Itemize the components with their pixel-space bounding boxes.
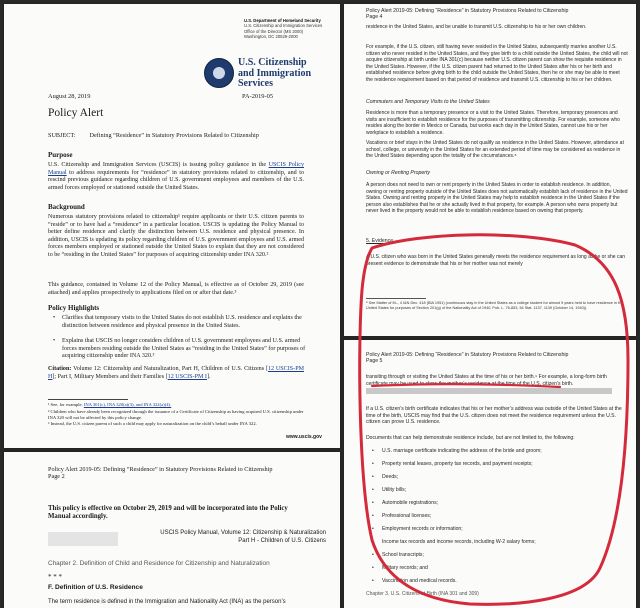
citation-line: Citation: Volume 12: Citizenship and Naturalization, Part H, Children of U.S. Citizens [12 USCIS-PM H]; Part I, Military Members and their Families [12 USCIS-PM I].	[48, 366, 305, 380]
commuters-heading: Commuters and Temporary Visits to the United States	[366, 99, 490, 105]
subject-text: Defining “Residence” in Statutory Provisions Related to Citizenship	[89, 132, 259, 139]
agency-line: Office of the Director (MS 2000)	[244, 28, 304, 34]
policy-manual-reference: USCIS Policy Manual, Volume 12: Citizenship & Naturalization Part H - Children of U.S. Citizens	[160, 530, 326, 544]
subject-label: SUBJECT:	[48, 132, 76, 139]
site-url: www.uscis.gov	[286, 434, 322, 440]
purpose-paragraph: U.S. Citizenship and Immigration Services (USCIS) is issuing policy guidance in the USCIS Policy Manual to address requirements for “residence” in statutory provisions related to citizenship, and to rescind previous guidance regarding children of U.S. government employees and members of the U.S. armed forces employed or stationed outside the United States.	[48, 162, 304, 191]
footnote-1: ¹ See, for example, INA 301(c), INA 320(a)(3), and INA 322(a)(4).	[48, 402, 172, 407]
document-list-item: • Automobile registrations;	[382, 500, 438, 506]
footnote-divider	[366, 298, 426, 299]
document-list-item: • Utility bills;	[382, 487, 406, 493]
footnote-8: ⁸ See Matter of M–, 4 I&N Dec. 418 (BIA 1951) (continuous stay in the United States as a college student for almost 9 years held to have residence in the United States for purposes of Section 201(g) of the Nationality Act of 1940, Pub. L. 76-853, 54 Stat. 1137, 1139 (October 14, 1940)).	[366, 301, 624, 310]
evidence-paragraph: A U.S. citizen who was born in the United States generally meets the residence requirement as long as he or she can present evidence to demonstrate that his or her mother was not merely	[366, 254, 626, 267]
policy-alert-page-1	[4, 4, 340, 448]
highlight-item: • Explains that USCIS no longer considers children of U.S. government employees and U.S. armed forces members residing outside the United States as “residing in the United States” for purposes of acquiring citizenship under INA 320.³	[53, 338, 306, 360]
transit-paragraph: transiting through or visiting the United States at the time of his or her birth.⁹ For example, a long-form birth certificate may be used to show the mother’s residence at the time of the U.S. citizen’s birth.	[366, 374, 607, 387]
page-header: Policy Alert 2019-05: Defining “Residence” in Statutory Provisions Related to Citizenship Page 4	[366, 8, 569, 21]
policy-alert-page-5	[344, 340, 636, 608]
section-title: F. Definition of U.S. Residence	[48, 584, 143, 591]
page-title: Policy Alert	[48, 107, 104, 119]
evidence-heading: 5. Evidence	[366, 238, 394, 244]
highlight-scan-band	[366, 388, 612, 394]
document-list-item: • School transcripts;	[382, 552, 424, 558]
chapter-title: Chapter 2. Definition of Child and Residence for Citizenship and Naturalization	[48, 560, 270, 567]
document-list-item: • Deeds;	[382, 474, 398, 480]
page-header: Policy Alert 2019-05: Defining “Residence” in Statutory Provisions Related to Citizenship Page 5	[366, 352, 569, 365]
documents-intro: Documents that can help demonstrate residence include, but are not limited to, the following:	[366, 435, 575, 441]
citation-link-part-i[interactable]: 12 USCIS-PM I	[167, 373, 207, 380]
uscis-logo: U.S. Citizenship and Immigration Services	[238, 57, 312, 89]
intro-paragraph: residence in the United States, and be unable to transmit U.S. citizenship to his or her own children.	[366, 24, 587, 30]
policy-alert-page-4	[344, 4, 636, 336]
alert-date: August 28, 2019	[48, 93, 91, 100]
vacations-paragraph: Vacations or brief stays in the United States do not qualify as residence in the United States. However, attendance at school, college, or university in the United States for an extended period of time may be considered as residence in the United States depending upon the totality of the circumstances.⁸	[366, 140, 624, 159]
document-list-item: • U.S. marriage certificate indicating the address of the bride and groom;	[382, 448, 542, 454]
definition-text: The term residence is defined in the Immigration and Nationality Act (INA) as the person’s	[48, 599, 286, 605]
document-list-item: • Military records; and	[382, 565, 428, 571]
agency-line: U.S. Department of Homeland Security	[244, 18, 321, 23]
chapter-reference: Chapter 3. U.S. Citizens at Birth (INA 301 and 309)	[366, 591, 479, 597]
policy-manual-link[interactable]: USCIS Policy Manual	[48, 162, 304, 176]
footnote-divider	[48, 399, 128, 400]
guidance-paragraph: This guidance, contained in Volume 12 of the Policy Manual, is effective as of October 29, 2019 (see attached) and applies prospectively to applications filed on or after that date.³	[48, 282, 304, 296]
redacted-area	[48, 532, 118, 546]
highlight-item: • Clarifies that temporary visits to the United States do not establish U.S. residence and explains the distinction between residence and physical presence in the United States.	[53, 315, 302, 329]
commuters-paragraph: Residence is more than a temporary presence or a visit to the United States. Therefore, temporary presences and visits are insufficient to establish residence for the purposes of transmitting citizenship. For example, someone who resides along the border in Mexico or Canada, but works each day in the United States, cannot use his or her workplace to establish a residence.	[366, 110, 620, 136]
document-list-item: • Professional licenses;	[382, 513, 431, 519]
page-header: Policy Alert 2019-05: Defining “Residence” in Statutory Provisions Related to Citizenship Page 2	[48, 466, 273, 481]
alert-number: PA-2019-05	[242, 93, 274, 100]
effective-notice: This policy is effective on October 29, 2019 and will be incorporated into the Policy Manual accordingly.	[48, 505, 288, 521]
subject-line	[48, 132, 259, 139]
highlights-heading: Policy Highlights	[48, 304, 100, 312]
footnote-3: ³ Instead, the U.S. citizen parent of such a child may apply for naturalization on the child’s behalf under INA 322.	[48, 421, 257, 426]
owning-paragraph: A person does not need to own or rent property in the United States in order to establish residence. In addition, owning or renting property outside of the United States does not automatically establish lack of residence in the United States. Owning and renting property in the United States may help to establish residence in the United States if the person also establishes that he or she actually lived in that property, for example. A person who owns property but never lived in the property would not be able to establish residence based on owning that property.	[366, 182, 628, 214]
owning-heading: Owning or Renting Property	[366, 170, 431, 176]
footnote-1-links[interactable]: INA 301(c), INA 320(a)(3), and INA 322(a)(4).	[83, 402, 172, 407]
dhs-seal-icon	[204, 58, 234, 88]
abbreviated-certificate-paragraph: If a U.S. citizen’s birth certificate indicates that his or her mother’s address was outside of the United States at the time of the birth, USCIS may find that the U.S. citizen does not meet the residence requirement unless the U.S. citizen can prove U.S. residence.	[366, 406, 622, 426]
section-separator: * * *	[48, 573, 62, 581]
document-list-item: • Property rental leases, property tax records, and payment receipts;	[382, 461, 533, 467]
background-paragraph: Numerous statutory provisions related to citizenship¹ require applicants or their U.S. citizen parents to “reside” or to have had a “residence” in a particular location. USCIS is updating the Policy Manual to better define residence and clarify the distinction between U.S. residence and physical presence. In addition, USCIS is updating its policy regarding children of U.S. government employees and U.S. armed forces members employed or stationed outside the United States to explain that they are not considered to be “residing in the United States” for purposes of acquiring citizenship under INA 320.²	[48, 214, 304, 258]
document-list-item: • Income tax records and income records, including W-2 salary forms;	[382, 539, 536, 545]
document-list-item: • Vaccination and medical records.	[382, 578, 457, 584]
purpose-heading: Purpose	[48, 151, 73, 159]
policy-alert-page-2	[4, 452, 340, 608]
agency-address-block	[244, 18, 336, 40]
agency-line: U.S. Citizenship and Immigration Services	[244, 23, 323, 29]
background-heading: Background	[48, 203, 85, 211]
footnote-2: ² Children who have already been recognized through the issuance of a Certificate of Citizenship as having acquired U.S. citizenship under INA 320 will not be affected by this policy change.	[48, 409, 304, 420]
citation-link-part-h[interactable]: 12 USCIS-PM H	[48, 366, 305, 380]
agency-line: Washington, DC 20529-2000	[244, 34, 298, 40]
example-paragraph: For example, if the U.S. citizen, still having never resided in the United States, subsequently marries another U.S. citizen who never resided in the United States, and they give birth to a child outside the United States, the child will not acquire citizenship at birth under INA 301(c) because neither U.S. citizen parent can show the requisite residence in the United States. However, if the U.S. citizen parent had returned to the United States after his or her birth and established residence before giving birth to the child outside the United States, then he or she may be able to meet the residence requirement based on that period of residence and transmit U.S. citizenship to his or her children.	[366, 44, 628, 83]
document-list-item: • Employment records or information;	[382, 526, 463, 532]
